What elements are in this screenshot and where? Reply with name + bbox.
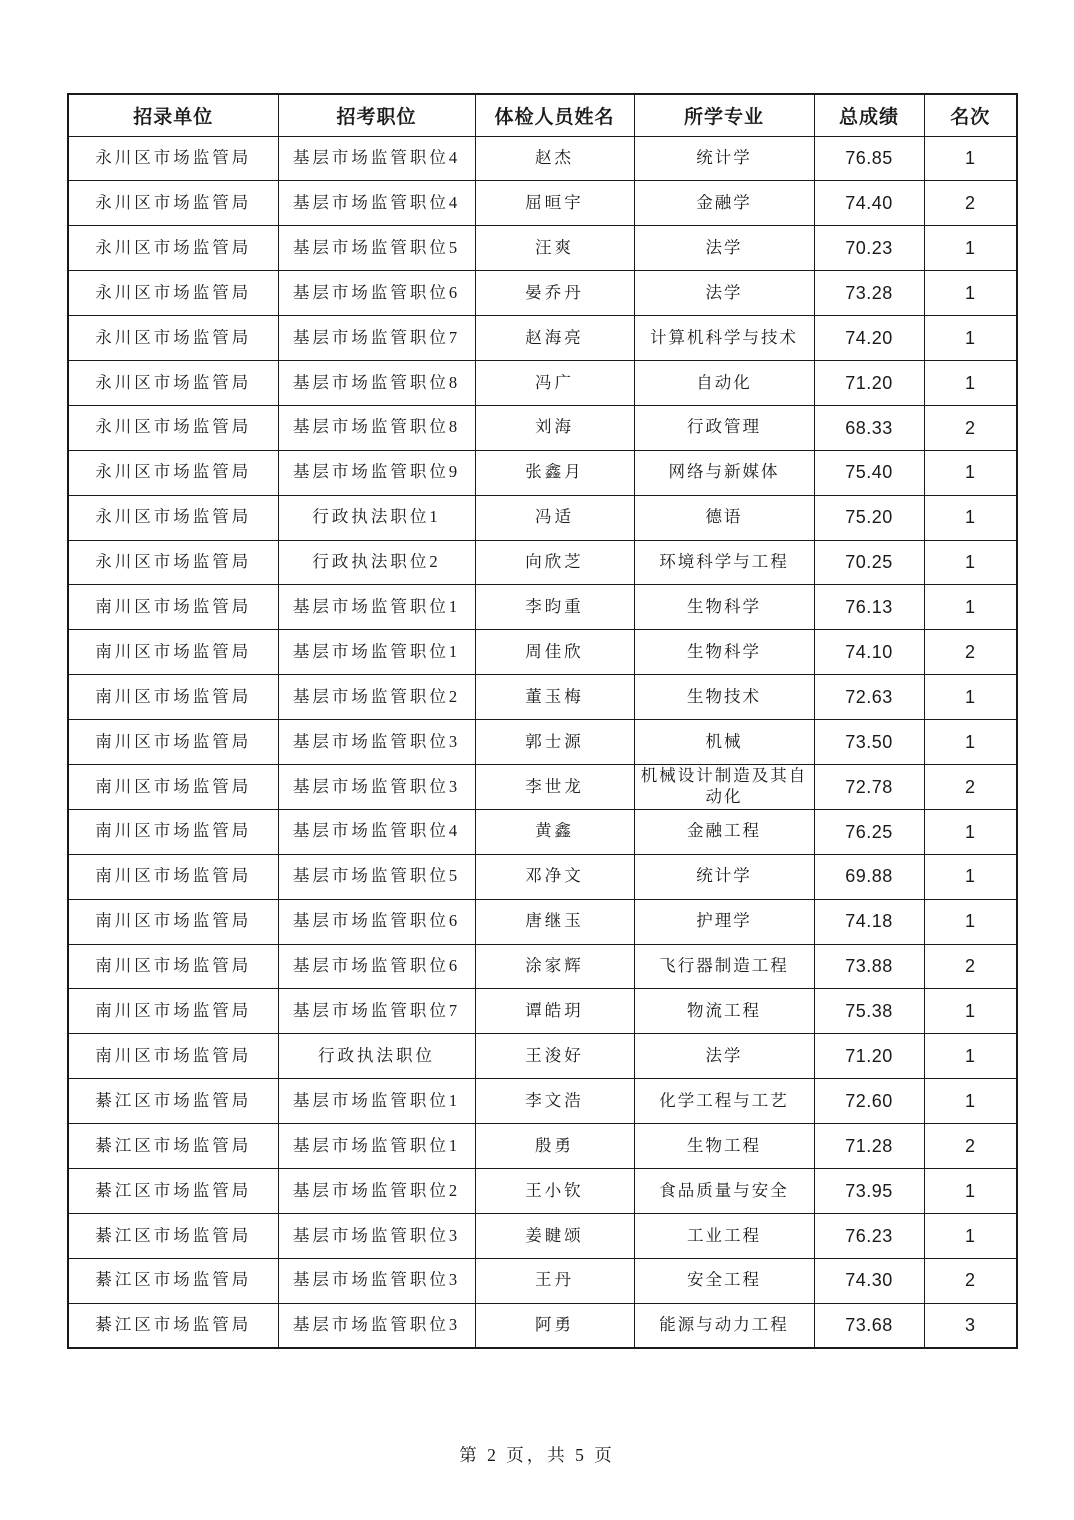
table-row xyxy=(68,1079,1017,1124)
cell-rank: 1 xyxy=(924,1079,1017,1124)
table-row xyxy=(68,271,1017,316)
cell-position: 基层市场监管职位2 xyxy=(278,675,475,720)
cell-name: 屈晅宇 xyxy=(475,181,634,226)
cell-score: 73.50 xyxy=(814,720,924,765)
cell-unit: 南川区市场监管局 xyxy=(68,944,278,989)
cell-rank: 2 xyxy=(924,944,1017,989)
cell-name: 郭士源 xyxy=(475,720,634,765)
cell-major: 金融工程 xyxy=(634,809,814,854)
cell-position: 基层市场监管职位1 xyxy=(278,1079,475,1124)
cell-score: 76.23 xyxy=(814,1213,924,1258)
cell-score: 74.30 xyxy=(814,1258,924,1303)
cell-major: 生物科学 xyxy=(634,585,814,630)
cell-rank: 1 xyxy=(924,316,1017,361)
cell-position: 基层市场监管职位1 xyxy=(278,630,475,675)
cell-name: 阿勇 xyxy=(475,1303,634,1348)
cell-score: 75.20 xyxy=(814,495,924,540)
cell-name: 邓净文 xyxy=(475,854,634,899)
cell-name: 汪爽 xyxy=(475,226,634,271)
table-row xyxy=(68,1168,1017,1213)
cell-unit: 永川区市场监管局 xyxy=(68,271,278,316)
cell-rank: 1 xyxy=(924,1213,1017,1258)
cell-unit: 綦江区市场监管局 xyxy=(68,1168,278,1213)
table-row xyxy=(68,495,1017,540)
cell-position: 基层市场监管职位7 xyxy=(278,316,475,361)
medical-exam-roster-table xyxy=(67,93,1018,1349)
table-row xyxy=(68,630,1017,675)
table-row xyxy=(68,226,1017,271)
table-row xyxy=(68,899,1017,944)
cell-score: 73.28 xyxy=(814,271,924,316)
cell-rank: 2 xyxy=(924,181,1017,226)
cell-rank: 1 xyxy=(924,675,1017,720)
table-row xyxy=(68,764,1017,809)
cell-score: 74.40 xyxy=(814,181,924,226)
cell-unit: 南川区市场监管局 xyxy=(68,899,278,944)
cell-unit: 綦江区市场监管局 xyxy=(68,1079,278,1124)
cell-unit: 綦江区市场监管局 xyxy=(68,1303,278,1348)
cell-unit: 永川区市场监管局 xyxy=(68,316,278,361)
cell-rank: 1 xyxy=(924,360,1017,405)
cell-name: 唐继玉 xyxy=(475,899,634,944)
cell-name: 冯广 xyxy=(475,360,634,405)
cell-position: 基层市场监管职位4 xyxy=(278,809,475,854)
cell-score: 69.88 xyxy=(814,854,924,899)
cell-unit: 綦江区市场监管局 xyxy=(68,1213,278,1258)
cell-name: 张鑫月 xyxy=(475,450,634,495)
cell-major: 飞行器制造工程 xyxy=(634,944,814,989)
cell-rank: 1 xyxy=(924,854,1017,899)
cell-name: 李昀重 xyxy=(475,585,634,630)
cell-score: 72.78 xyxy=(814,764,924,809)
cell-rank: 3 xyxy=(924,1303,1017,1348)
cell-rank: 1 xyxy=(924,899,1017,944)
cell-name: 殷勇 xyxy=(475,1124,634,1169)
column-header-rank: 名次 xyxy=(924,94,1017,136)
cell-rank: 1 xyxy=(924,720,1017,765)
cell-name: 赵海亮 xyxy=(475,316,634,361)
cell-major: 网络与新媒体 xyxy=(634,450,814,495)
column-header-name: 体检人员姓名 xyxy=(475,94,634,136)
cell-unit: 南川区市场监管局 xyxy=(68,764,278,809)
cell-major: 统计学 xyxy=(634,854,814,899)
table-row xyxy=(68,1258,1017,1303)
table-row xyxy=(68,450,1017,495)
cell-position: 基层市场监管职位3 xyxy=(278,764,475,809)
cell-score: 76.25 xyxy=(814,809,924,854)
cell-score: 74.10 xyxy=(814,630,924,675)
cell-rank: 1 xyxy=(924,450,1017,495)
table-row xyxy=(68,854,1017,899)
table-row xyxy=(68,316,1017,361)
cell-major: 安全工程 xyxy=(634,1258,814,1303)
table-row xyxy=(68,989,1017,1034)
cell-major: 生物技术 xyxy=(634,675,814,720)
cell-position: 基层市场监管职位3 xyxy=(278,720,475,765)
cell-name: 李文浩 xyxy=(475,1079,634,1124)
cell-unit: 南川区市场监管局 xyxy=(68,675,278,720)
cell-major: 食品质量与安全 xyxy=(634,1168,814,1213)
column-header-position: 招考职位 xyxy=(278,94,475,136)
table-row xyxy=(68,720,1017,765)
cell-unit: 南川区市场监管局 xyxy=(68,854,278,899)
cell-score: 75.38 xyxy=(814,989,924,1034)
cell-major: 法学 xyxy=(634,271,814,316)
cell-name: 向欣芝 xyxy=(475,540,634,585)
cell-score: 68.33 xyxy=(814,405,924,450)
cell-score: 72.60 xyxy=(814,1079,924,1124)
cell-position: 基层市场监管职位9 xyxy=(278,450,475,495)
cell-rank: 2 xyxy=(924,1124,1017,1169)
cell-rank: 2 xyxy=(924,1258,1017,1303)
cell-position: 基层市场监管职位4 xyxy=(278,136,475,181)
cell-score: 73.95 xyxy=(814,1168,924,1213)
cell-rank: 1 xyxy=(924,585,1017,630)
table-row xyxy=(68,809,1017,854)
cell-unit: 永川区市场监管局 xyxy=(68,540,278,585)
cell-name: 谭皓玥 xyxy=(475,989,634,1034)
cell-major: 法学 xyxy=(634,226,814,271)
cell-score: 75.40 xyxy=(814,450,924,495)
cell-position: 基层市场监管职位5 xyxy=(278,854,475,899)
cell-unit: 南川区市场监管局 xyxy=(68,809,278,854)
cell-major: 自动化 xyxy=(634,360,814,405)
cell-rank: 2 xyxy=(924,764,1017,809)
cell-rank: 1 xyxy=(924,271,1017,316)
cell-major: 金融学 xyxy=(634,181,814,226)
table-row xyxy=(68,181,1017,226)
cell-rank: 1 xyxy=(924,1168,1017,1213)
table-row xyxy=(68,540,1017,585)
page-number-footer: 第 2 页，共 5 页 xyxy=(459,1445,615,1465)
table-row xyxy=(68,136,1017,181)
cell-major: 德语 xyxy=(634,495,814,540)
cell-name: 刘海 xyxy=(475,405,634,450)
cell-score: 74.18 xyxy=(814,899,924,944)
cell-unit: 南川区市场监管局 xyxy=(68,989,278,1034)
cell-unit: 永川区市场监管局 xyxy=(68,450,278,495)
cell-major: 化学工程与工艺 xyxy=(634,1079,814,1124)
cell-position: 行政执法职位1 xyxy=(278,495,475,540)
cell-name: 姜睷颂 xyxy=(475,1213,634,1258)
cell-rank: 2 xyxy=(924,630,1017,675)
cell-major: 生物工程 xyxy=(634,1124,814,1169)
cell-unit: 永川区市场监管局 xyxy=(68,136,278,181)
cell-position: 基层市场监管职位8 xyxy=(278,405,475,450)
cell-major: 计算机科学与技术 xyxy=(634,316,814,361)
cell-name: 李世龙 xyxy=(475,764,634,809)
cell-score: 71.20 xyxy=(814,1034,924,1079)
cell-position: 行政执法职位2 xyxy=(278,540,475,585)
cell-unit: 綦江区市场监管局 xyxy=(68,1124,278,1169)
cell-position: 基层市场监管职位6 xyxy=(278,944,475,989)
table-row xyxy=(68,944,1017,989)
cell-name: 董玉梅 xyxy=(475,675,634,720)
cell-name: 周佳欣 xyxy=(475,630,634,675)
cell-position: 基层市场监管职位7 xyxy=(278,989,475,1034)
cell-rank: 1 xyxy=(924,1034,1017,1079)
column-header-unit: 招录单位 xyxy=(68,94,278,136)
cell-name: 王小钦 xyxy=(475,1168,634,1213)
cell-major: 统计学 xyxy=(634,136,814,181)
cell-unit: 南川区市场监管局 xyxy=(68,1034,278,1079)
cell-position: 基层市场监管职位2 xyxy=(278,1168,475,1213)
cell-name: 黄鑫 xyxy=(475,809,634,854)
cell-unit: 永川区市场监管局 xyxy=(68,181,278,226)
table-row xyxy=(68,1124,1017,1169)
cell-major: 能源与动力工程 xyxy=(634,1303,814,1348)
cell-unit: 永川区市场监管局 xyxy=(68,405,278,450)
cell-position: 基层市场监管职位6 xyxy=(278,271,475,316)
cell-position: 行政执法职位 xyxy=(278,1034,475,1079)
table-body xyxy=(68,136,1017,1348)
table-row xyxy=(68,1213,1017,1258)
table-row xyxy=(68,1303,1017,1348)
table-header xyxy=(68,94,1017,136)
table-row xyxy=(68,360,1017,405)
cell-name: 赵杰 xyxy=(475,136,634,181)
cell-major: 生物科学 xyxy=(634,630,814,675)
cell-major: 护理学 xyxy=(634,899,814,944)
cell-rank: 1 xyxy=(924,809,1017,854)
column-header-major: 所学专业 xyxy=(634,94,814,136)
header-row xyxy=(68,94,1017,136)
column-header-score: 总成绩 xyxy=(814,94,924,136)
cell-major: 机械 xyxy=(634,720,814,765)
cell-unit: 永川区市场监管局 xyxy=(68,226,278,271)
cell-name: 冯适 xyxy=(475,495,634,540)
cell-rank: 1 xyxy=(924,495,1017,540)
cell-unit: 永川区市场监管局 xyxy=(68,360,278,405)
cell-name: 晏乔丹 xyxy=(475,271,634,316)
cell-rank: 1 xyxy=(924,136,1017,181)
table-row xyxy=(68,1034,1017,1079)
cell-rank: 1 xyxy=(924,540,1017,585)
cell-position: 基层市场监管职位6 xyxy=(278,899,475,944)
cell-score: 76.85 xyxy=(814,136,924,181)
cell-unit: 南川区市场监管局 xyxy=(68,585,278,630)
cell-major: 机械设计制造及其自动化 xyxy=(634,764,814,809)
cell-score: 70.23 xyxy=(814,226,924,271)
cell-unit: 綦江区市场监管局 xyxy=(68,1258,278,1303)
cell-name: 王浚好 xyxy=(475,1034,634,1079)
cell-score: 71.28 xyxy=(814,1124,924,1169)
cell-rank: 1 xyxy=(924,989,1017,1034)
cell-major: 环境科学与工程 xyxy=(634,540,814,585)
cell-position: 基层市场监管职位8 xyxy=(278,360,475,405)
cell-position: 基层市场监管职位3 xyxy=(278,1303,475,1348)
cell-rank: 2 xyxy=(924,405,1017,450)
cell-position: 基层市场监管职位1 xyxy=(278,1124,475,1169)
table-row xyxy=(68,675,1017,720)
cell-unit: 永川区市场监管局 xyxy=(68,495,278,540)
cell-major: 法学 xyxy=(634,1034,814,1079)
cell-position: 基层市场监管职位3 xyxy=(278,1213,475,1258)
cell-score: 70.25 xyxy=(814,540,924,585)
cell-unit: 南川区市场监管局 xyxy=(68,630,278,675)
cell-major: 工业工程 xyxy=(634,1213,814,1258)
cell-score: 72.63 xyxy=(814,675,924,720)
cell-score: 76.13 xyxy=(814,585,924,630)
cell-name: 王丹 xyxy=(475,1258,634,1303)
cell-score: 71.20 xyxy=(814,360,924,405)
cell-score: 74.20 xyxy=(814,316,924,361)
table-row xyxy=(68,585,1017,630)
cell-position: 基层市场监管职位1 xyxy=(278,585,475,630)
cell-unit: 南川区市场监管局 xyxy=(68,720,278,765)
cell-major: 行政管理 xyxy=(634,405,814,450)
cell-score: 73.68 xyxy=(814,1303,924,1348)
cell-major: 物流工程 xyxy=(634,989,814,1034)
cell-score: 73.88 xyxy=(814,944,924,989)
cell-name: 涂家辉 xyxy=(475,944,634,989)
cell-rank: 1 xyxy=(924,226,1017,271)
cell-position: 基层市场监管职位3 xyxy=(278,1258,475,1303)
cell-position: 基层市场监管职位4 xyxy=(278,181,475,226)
cell-position: 基层市场监管职位5 xyxy=(278,226,475,271)
table-row xyxy=(68,405,1017,450)
